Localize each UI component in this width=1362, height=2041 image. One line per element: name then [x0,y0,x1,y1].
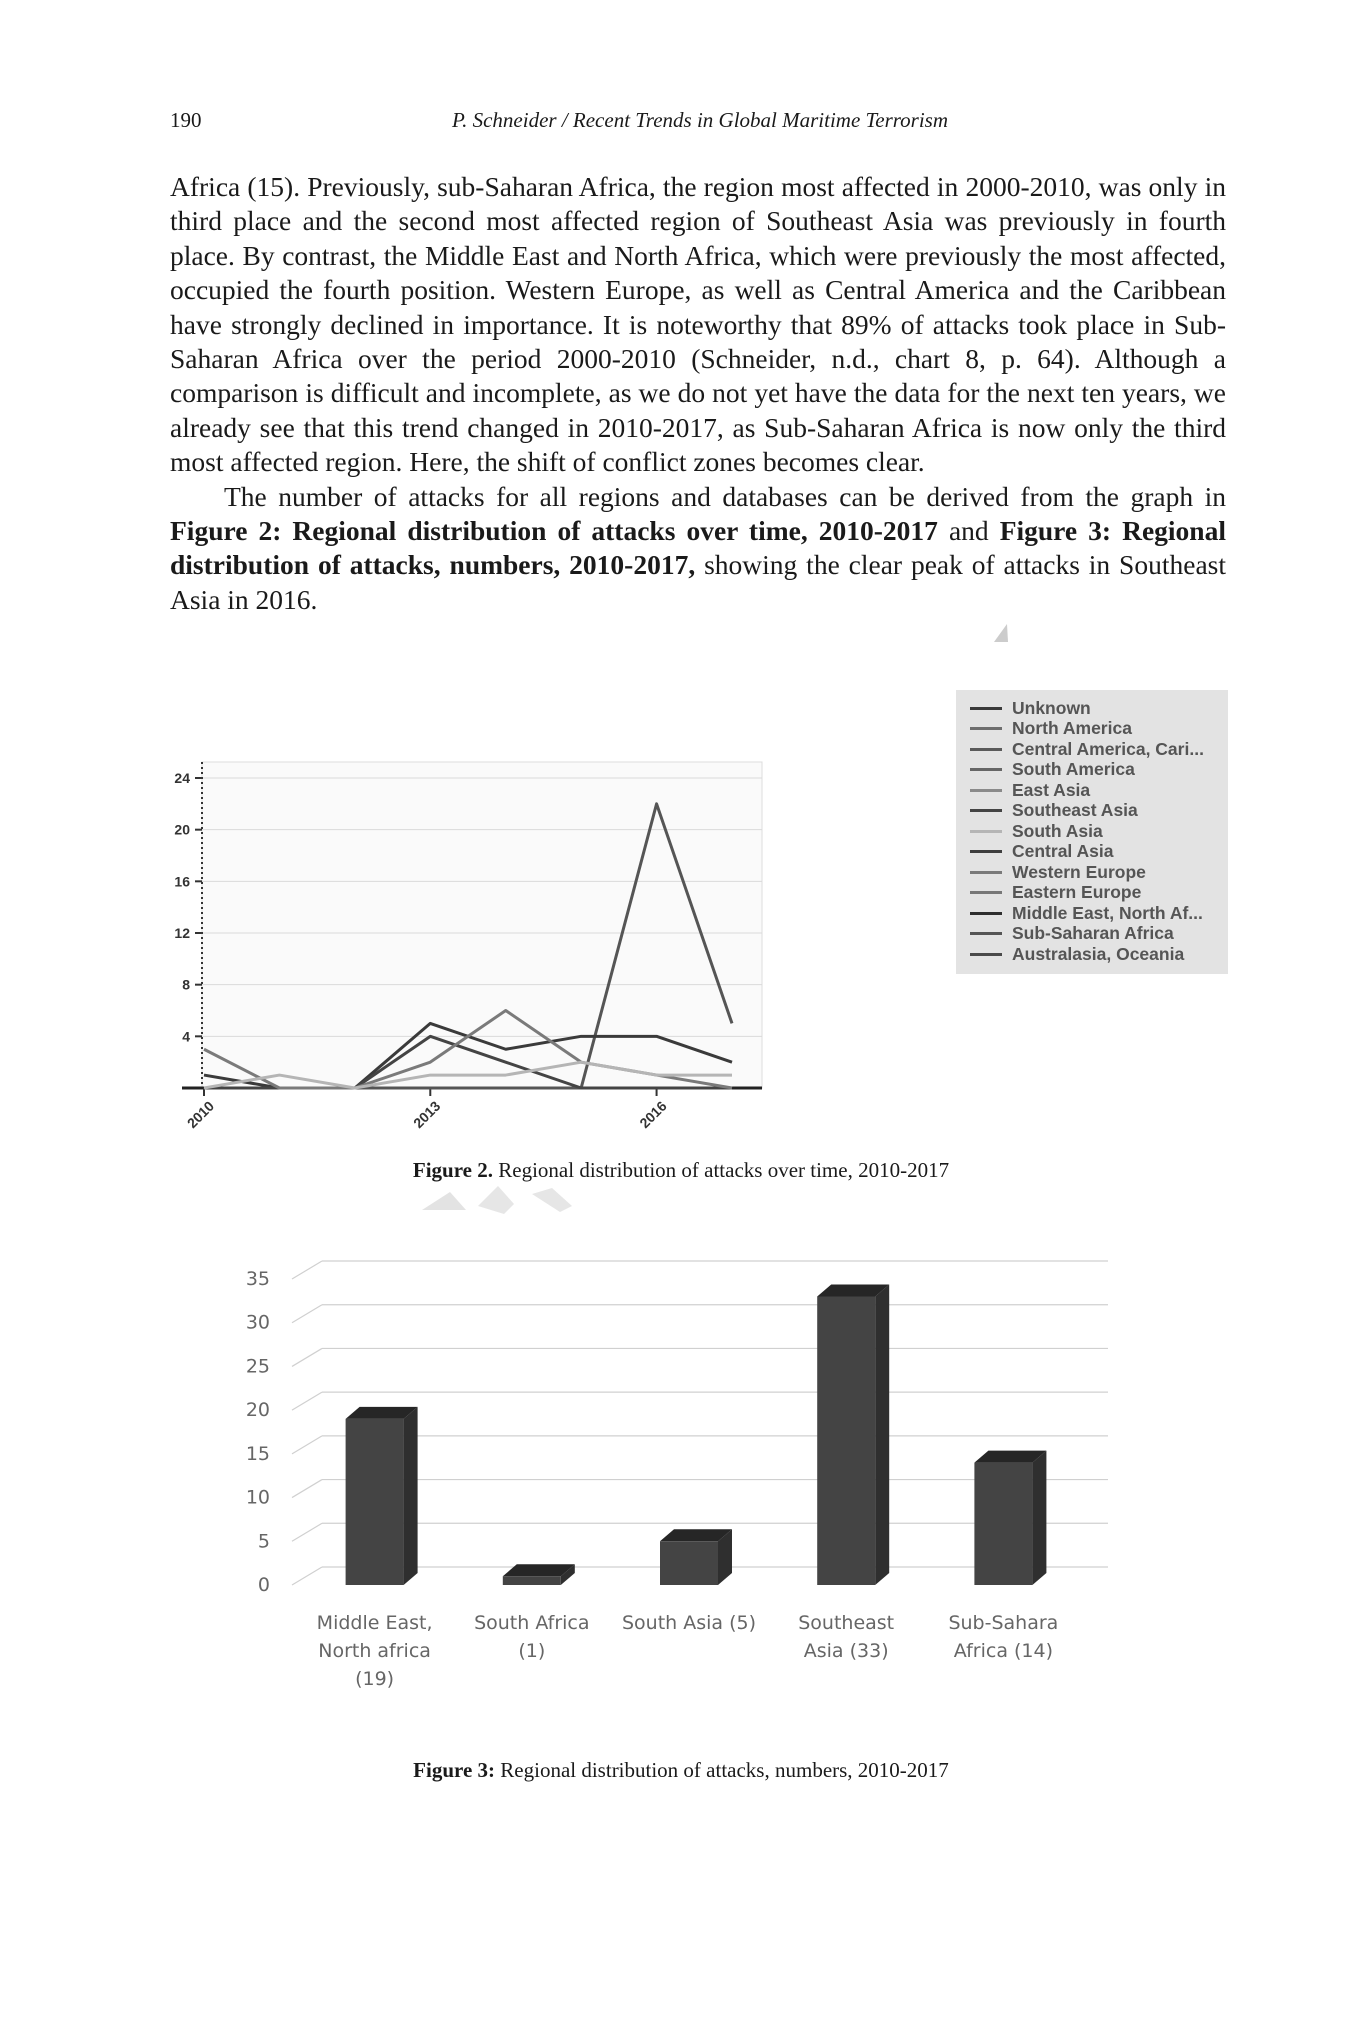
legend-item [970,924,1174,944]
legend-item [970,780,1090,800]
y-tick-label: 35 [245,1268,270,1290]
paragraph-2-text-b: and [937,515,1000,547]
legend-label: South America [1012,759,1135,779]
figure-2-caption-label: Figure 2. [412,1158,493,1182]
legend-item [970,862,1146,882]
bar [660,1541,718,1585]
chart-legend [956,690,1228,974]
legend-label: Western Europe [1012,861,1146,882]
x-tick-label: 2016 [636,1097,670,1132]
legend-item [970,944,1184,964]
legend-label: Southeast Asia [1012,800,1138,820]
y-tick-label: 12 [174,925,190,941]
legend-item [970,760,1135,780]
y-tick-label: 15 [245,1442,270,1465]
legend-swatch [970,850,1002,853]
y-tick-label: 30 [245,1311,270,1334]
x-tick-label: Sub-Sahara [948,1612,1059,1634]
bar [817,1296,875,1585]
running-title: P. Schneider / Recent Trends in Global Maritime Terrorism [451,108,948,132]
legend-label: South Asia [1012,820,1103,841]
legend-label: Australasia, Oceania [1012,943,1185,964]
legend-item [970,903,1203,923]
legend-swatch [970,809,1002,812]
x-tick-label: Asia (33) [803,1640,889,1662]
x-tick-label: 2010 [183,1097,218,1132]
x-tick-label: 2013 [410,1097,444,1132]
y-tick-label: 16 [174,873,190,890]
line-chart [174,690,950,1160]
bar [503,1576,561,1585]
legend-label: Unknown [1012,697,1091,718]
legend-label: North America [1012,718,1132,738]
x-tick-label: (1) [518,1640,546,1662]
watermark-mark [990,620,1010,644]
gridline-diagonal [292,1348,322,1366]
y-tick-label: 5 [257,1530,270,1553]
paragraph-2-text-a: The number of attacks for all regions and databases can be derived from the graph in [224,480,1226,512]
x-tick-label: Southeast [798,1612,895,1634]
legend-item [970,801,1138,821]
legend-item [970,698,1091,718]
gridline-diagonal [292,1305,322,1323]
gridline-diagonal [292,1436,322,1454]
legend-swatch [970,748,1002,751]
legend-label: Sub-Saharan Africa [1012,923,1174,943]
bar-side [404,1407,418,1585]
x-tick-label: Middle East, [316,1612,433,1634]
legend-label: Eastern Europe [1012,882,1142,902]
figure-3-caption [0,1758,1362,1783]
y-tick-label: 10 [245,1486,270,1509]
y-tick-label: 20 [245,1399,270,1422]
legend-item [970,821,1103,841]
gridline-diagonal [292,1567,322,1585]
bar-side [875,1284,889,1585]
paragraph-2-text-c: showing the clear peak of attacks in Southeast Asia in 2016. [170,549,1226,615]
bar [974,1463,1032,1585]
legend-swatch [970,727,1002,730]
plot-area [202,762,762,1088]
legend-swatch [970,707,1002,710]
gridline-diagonal [292,1392,322,1410]
legend-swatch [970,932,1002,935]
legend-swatch [970,953,1002,956]
legend-item [970,719,1132,739]
legend-swatch [970,830,1002,833]
x-tick-label: North africa [318,1640,431,1662]
legend-label: Central Asia [1012,841,1114,861]
gridline-diagonal [292,1480,322,1498]
legend-swatch [970,789,1002,792]
figure-2 [174,690,1230,1180]
gridline-diagonal [292,1523,322,1541]
legend-swatch [970,871,1002,874]
legend-swatch [970,912,1002,915]
figure-2-caption-text: Regional distribution of attacks over time, 2010-2017 [493,1158,950,1182]
x-tick-label: (19) [355,1668,395,1690]
legend-label: Middle East, North Af... [1012,902,1203,923]
figure-2-caption [0,1158,1362,1183]
watermark-mark-2 [420,1180,600,1220]
legend-swatch [970,768,1002,771]
y-tick-label: 0 [257,1574,270,1596]
figure-3-caption-label: Figure 3: [413,1758,496,1782]
legend-item [970,739,1204,759]
body-text [170,170,1226,617]
legend-swatch [970,891,1002,894]
x-tick-label: South Asia (5) [621,1612,757,1634]
y-tick-label: 25 [245,1355,270,1378]
y-tick-label: 20 [174,821,190,838]
figure-3-reference: Figure 3: Regional distribution of attacks, numbers, 2010-2017, [170,515,1226,581]
x-tick-label: Africa (14) [953,1640,1054,1662]
legend-item [970,883,1141,903]
paragraph-1: Africa (15). Previously, sub-Saharan Africa, the region most affected in 2000-2010, was only in third place and the second most affected region of Southeast Asia was previously in fourth place. By contrast, the Middle East and North Africa, which were previously the most affected, occupied the fourth position. Western Europe, as well as Central America and the Caribbean have strongly declined in importance. It is noteworthy that 89% of attacks took place in Sub-Saharan Africa over the period 2000-2010 (Schneider, n.d., chart 8, p. 64). Although a comparison is difficult and incomplete, as we do not yet have the data for the next ten years, we already see that this trend changed in 2010-2017, as Sub-Saharan Africa is now only the third most affected region. Here, the shift of conflict zones becomes clear. [170,171,1226,478]
y-tick-label: 24 [174,770,190,786]
y-tick-label: 4 [182,1028,190,1045]
legend-label: Central America, Cari... [1012,738,1204,759]
paragraph-2 [170,480,1226,618]
figure-2-reference: Figure 2: Regional distribution of attacks over time, 2010-2017 [170,515,938,547]
figure-3-caption-text: Regional distribution of attacks, numbers, 2010-2017 [495,1758,949,1782]
bar-side [1032,1451,1046,1585]
bar [346,1419,404,1585]
y-tick-label: 8 [182,976,190,993]
x-tick-label: South Africa [474,1612,590,1634]
bar-chart [245,1245,1122,1745]
gridline-diagonal [292,1261,322,1279]
legend-label: East Asia [1012,779,1091,800]
legend-item [970,842,1113,862]
page-number: 190 [170,108,202,132]
